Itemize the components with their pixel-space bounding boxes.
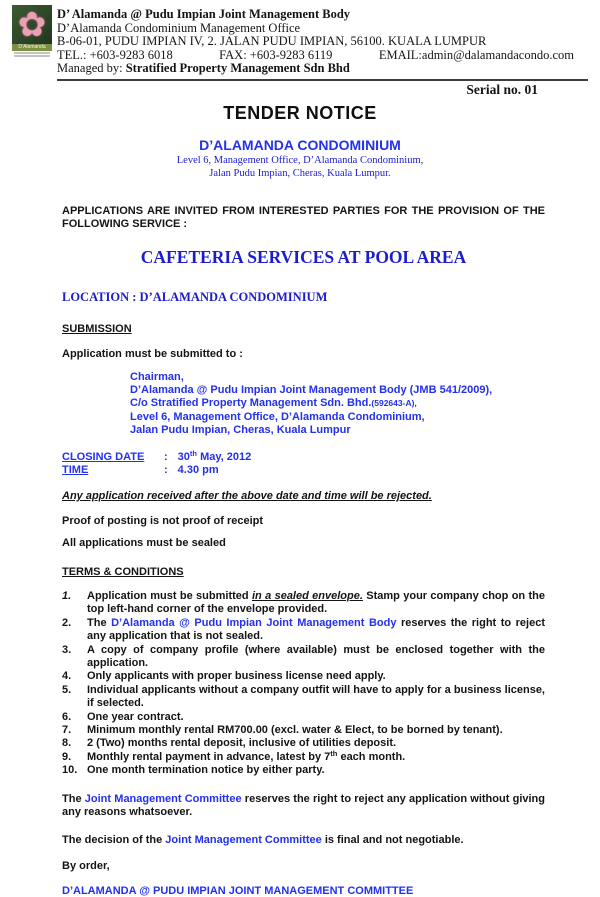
venue-block xyxy=(0,137,600,180)
closing-time-value: 4.30 pm xyxy=(177,463,219,476)
logo-caption: D’Alamanda xyxy=(12,44,52,51)
term-item-number: 8. xyxy=(62,737,72,750)
document-body xyxy=(62,205,545,897)
closing-date-row xyxy=(62,451,545,464)
term-item-text: Minimum monthly rental RM700.00 (excl. water & Elect, to be borned by tenant). xyxy=(87,724,503,737)
invitation-paragraph: APPLICATIONS ARE INVITED FROM INTERESTED PARTIES FOR THE PROVISION OF THE FOLLOWING SERVICE : xyxy=(62,204,545,230)
committee-signature: D’ALAMANDA @ PUDU IMPIAN JOINT MANAGEMENT COMMITTEE xyxy=(62,884,414,897)
term-item-number: 7. xyxy=(62,724,72,737)
final-decision-paragraph: The decision of the Joint Management Committee is final and not negotiable. xyxy=(62,833,464,846)
addressee-line: Chairman, xyxy=(130,370,184,383)
closing-time-colon: : xyxy=(164,463,168,476)
term-item-text: One year contract. xyxy=(87,710,184,723)
managed-by-name: Stratified Property Management Sdn Bhd xyxy=(125,61,350,76)
term-item-number: 9. xyxy=(62,750,72,763)
term-item-number: 6. xyxy=(62,710,72,723)
term-item-text: Individual applicants without a company outfit will have to apply for a business license, if selected. xyxy=(87,683,545,710)
venue-address-line1: Level 6, Management Office, D’Alamanda Condominium, xyxy=(176,154,424,166)
term-item-text: 2 (Two) months rental deposit, inclusive of utilities deposit. xyxy=(87,737,397,750)
managed-by-label: Managed by: xyxy=(57,61,126,76)
term-item xyxy=(62,724,545,737)
term-item-number: 5. xyxy=(62,683,72,696)
term-item xyxy=(62,684,545,711)
term-item-text: One month termination notice by either party. xyxy=(87,764,325,777)
closing-time-label: TIME xyxy=(62,463,89,476)
venue-name: D’ALAMANDA CONDOMINIUM xyxy=(199,136,401,153)
managed-by-line xyxy=(57,62,588,76)
addressee-line: Jalan Pudu Impian, Cheras, Kuala Lumpur xyxy=(130,423,351,436)
term-item-number: 3. xyxy=(62,643,72,656)
venue-address-line2: Jalan Pudu Impian, Cheras, Kuala Lumpur. xyxy=(209,168,391,180)
term-item xyxy=(62,617,545,644)
org-tel: TEL.: +603-9283 6018 xyxy=(57,47,173,62)
addressee-line: D’Alamanda @ Pudu Impian Joint Management Body (JMB 541/2009), xyxy=(130,384,493,397)
document-title: TENDER NOTICE xyxy=(223,102,377,123)
org-email: EMAIL:admin@dalamandacondo.com xyxy=(378,47,574,62)
logo-fine-print xyxy=(12,52,52,57)
term-item-text: The D’Alamanda @ Pudu Impian Joint Management Body reserves the right to reject any application that is not sealed. xyxy=(87,616,545,643)
term-item-text: Monthly rental payment in advance, latest by 7th each month. xyxy=(87,749,406,763)
term-item-number: 4. xyxy=(62,670,72,683)
closing-date-value: 30th May, 2012 xyxy=(177,449,252,463)
by-order-line: By order, xyxy=(62,859,110,872)
terms-list xyxy=(62,590,545,778)
header-divider xyxy=(57,79,588,81)
term-item-text: A copy of company profile (where available) must be enclosed together with the application. xyxy=(87,643,545,670)
rejection-rights-paragraph: The Joint Management Committee reserves the right to reject any application without giving any reasons whatsoever. xyxy=(62,792,545,818)
terms-heading: TERMS & CONDITIONS xyxy=(62,565,184,578)
term-item xyxy=(62,644,545,671)
sealed-notice: All applications must be sealed xyxy=(62,536,226,549)
term-item-text: Application must be submitted in a sealed envelope. Stamp your company chop on the top left-hand corner of the envelope provided. xyxy=(87,589,545,616)
letterhead xyxy=(0,0,600,81)
submission-intro: Application must be submitted to : xyxy=(62,347,243,360)
org-office: D’Alamanda Condominium Management Office xyxy=(57,20,301,35)
org-address: B-06-01, PUDU IMPIAN IV, 2. JALAN PUDU IMPIAN, 56100. KUALA LUMPUR xyxy=(57,34,487,49)
closing-block xyxy=(62,451,545,477)
term-item-text: Only applicants with proper business license need apply. xyxy=(87,670,386,683)
term-item xyxy=(62,590,545,617)
proof-of-posting-notice: Proof of posting is not proof of receipt xyxy=(62,514,264,527)
location-line: LOCATION : D’ALAMANDA CONDOMINIUM xyxy=(62,289,328,304)
closing-date-label: CLOSING DATE xyxy=(62,450,145,463)
addressee-line: Level 6, Management Office, D’Alamanda Condominium, xyxy=(130,410,425,423)
late-rejection-notice: Any application received after the above date and time will be rejected. xyxy=(62,489,432,502)
service-title: CAFETERIA SERVICES AT POOL AREA xyxy=(140,246,467,267)
org-name: D’ Alamanda @ Pudu Impian Joint Management Body xyxy=(57,7,351,21)
organization-logo xyxy=(12,5,52,60)
term-item xyxy=(62,670,545,683)
closing-date-colon: : xyxy=(164,450,168,463)
serial-number: Serial no. 01 xyxy=(466,81,538,97)
flower-icon: ✿ xyxy=(12,5,52,44)
term-item xyxy=(62,737,545,750)
addressee-block xyxy=(130,371,545,437)
term-item xyxy=(62,751,545,764)
term-item-number: 2. xyxy=(62,616,72,629)
org-contacts xyxy=(57,49,588,63)
closing-time-row xyxy=(62,464,545,477)
term-item-number: 10. xyxy=(62,764,78,777)
term-item-number: 1. xyxy=(62,589,72,602)
submission-heading: SUBMISSION xyxy=(62,322,132,335)
term-item xyxy=(62,711,545,724)
addressee-line: C/o Stratified Property Management Sdn. Bhd.(592643-A), xyxy=(130,397,417,410)
org-fax: FAX: +603-9283 6119 xyxy=(219,47,333,62)
